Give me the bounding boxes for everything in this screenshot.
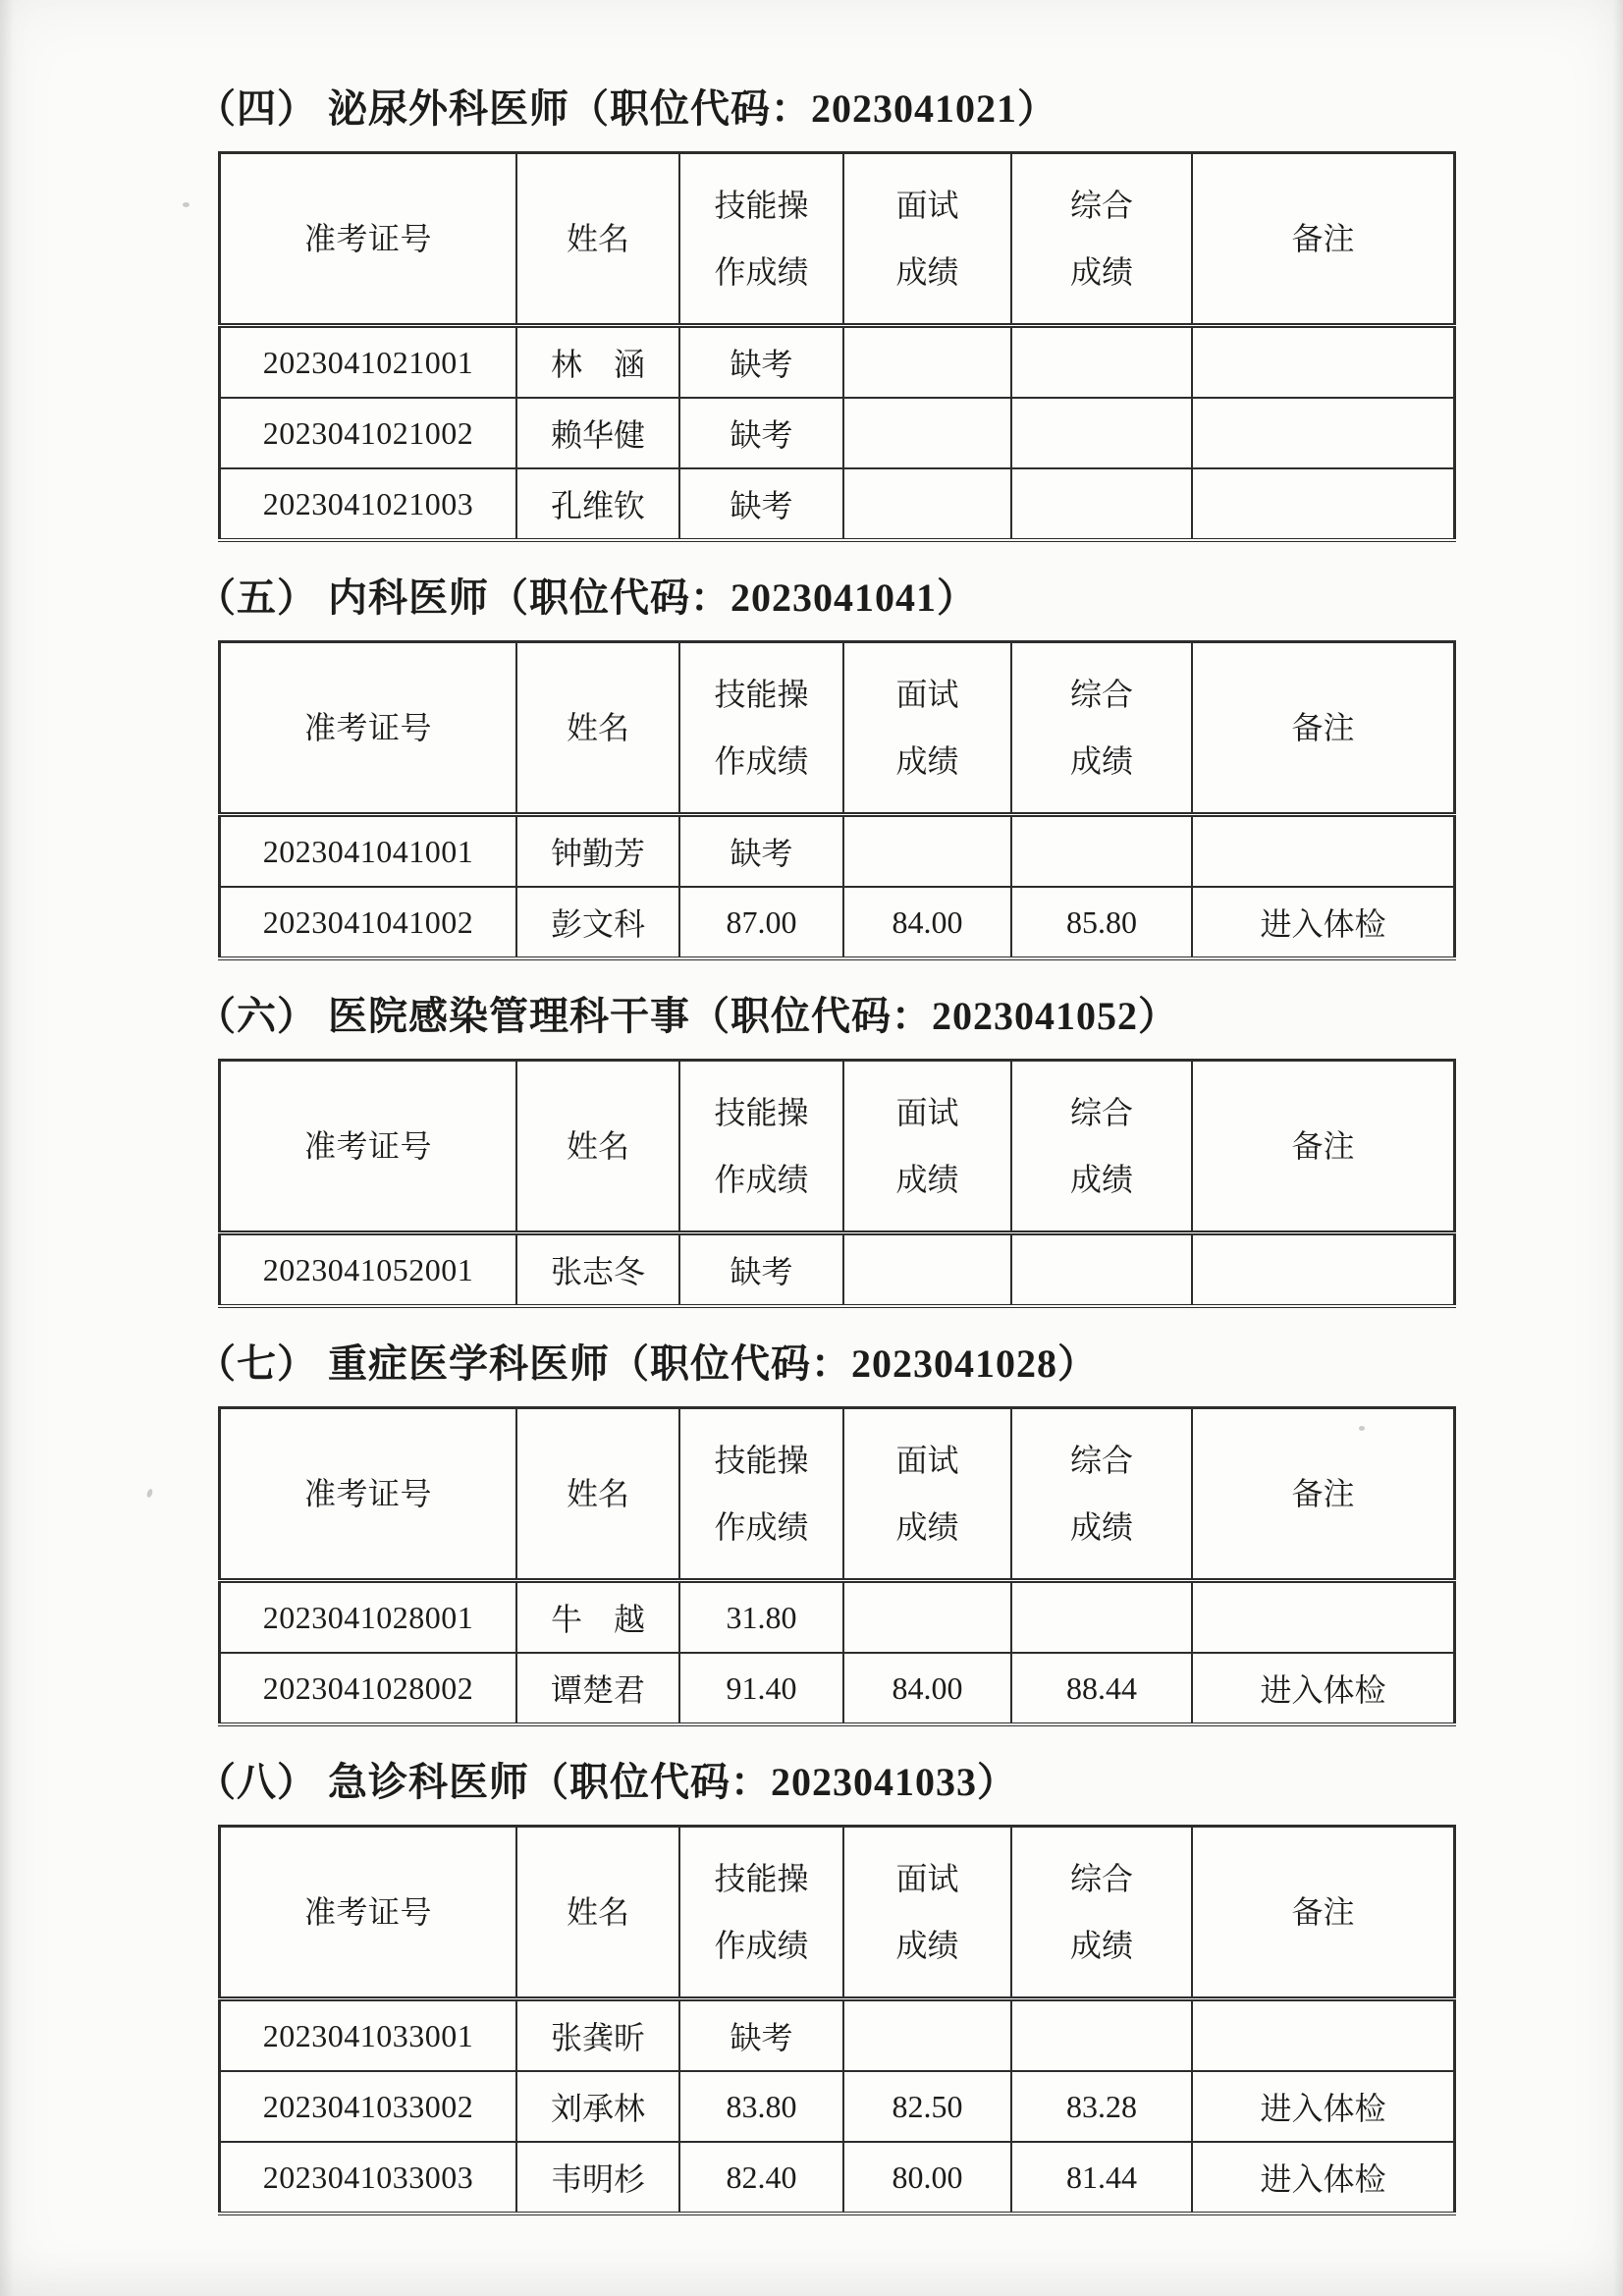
scan-speck	[1359, 1426, 1365, 1431]
column-header-text: 作成绩	[714, 1162, 809, 1197]
remark-cell	[1192, 1581, 1455, 1654]
column-header-composite-score	[1011, 642, 1192, 815]
skill-score-cell: 缺考	[679, 815, 843, 888]
column-header-text: 成绩	[1069, 1928, 1133, 1963]
column-header-text: 综合	[1069, 1095, 1133, 1130]
table-head	[220, 642, 1455, 815]
interview-score-cell	[843, 1999, 1011, 2072]
column-header-remark	[1192, 153, 1455, 326]
remark-cell: 进入体检	[1192, 887, 1455, 958]
exam-number-cell: 2023041028002	[220, 1653, 517, 1724]
column-header-text: 综合	[1069, 1443, 1133, 1478]
section-title: （八） 急诊科医师（职位代码：2023041033）	[196, 1760, 1017, 1804]
column-header-text: 备注	[1291, 1128, 1355, 1164]
column-header-text: 姓名	[566, 1894, 629, 1930]
table-row	[220, 2071, 1455, 2142]
column-header-text: 准考证号	[303, 1894, 432, 1930]
column-header-composite-score	[1011, 1061, 1192, 1233]
composite-score-cell	[1011, 1233, 1192, 1307]
name-cell: 刘承林	[516, 2071, 679, 2142]
table-header-row	[220, 1408, 1455, 1581]
skill-score-cell: 缺考	[679, 326, 843, 399]
column-header-text: 准考证号	[303, 221, 432, 256]
exam-number-cell: 2023041028001	[220, 1581, 517, 1654]
scan-edge-artifact	[1613, 0, 1623, 2296]
score-table	[218, 1406, 1456, 1726]
column-header-text: 技能操	[714, 677, 809, 712]
exam-number-cell: 2023041041002	[220, 887, 517, 958]
remark-cell	[1192, 815, 1455, 888]
column-header-text: 姓名	[566, 1128, 629, 1164]
remark-cell: 进入体检	[1192, 2142, 1455, 2214]
column-header-text: 姓名	[566, 710, 629, 745]
skill-score-cell: 缺考	[679, 398, 843, 468]
table-row	[220, 1233, 1455, 1307]
score-table	[218, 151, 1456, 542]
column-header-name	[516, 153, 679, 326]
column-header-exam-number	[220, 642, 517, 815]
column-header-text: 姓名	[566, 221, 629, 256]
interview-score-cell: 84.00	[843, 1653, 1011, 1724]
table-head	[220, 1408, 1455, 1581]
column-header-text: 准考证号	[303, 1476, 432, 1511]
column-header-text: 成绩	[895, 743, 959, 779]
remark-cell	[1192, 1999, 1455, 2072]
interview-score-cell	[843, 1581, 1011, 1654]
name-cell: 张志冬	[516, 1233, 679, 1307]
table-header-row	[220, 642, 1455, 815]
interview-score-cell: 84.00	[843, 887, 1011, 958]
table-head	[220, 1061, 1455, 1233]
column-header-exam-number	[220, 1827, 517, 1999]
remark-cell	[1192, 398, 1455, 468]
column-header-skill-score	[679, 153, 843, 326]
name-cell: 林 涵	[516, 326, 679, 399]
column-header-interview-score	[843, 642, 1011, 815]
column-header-skill-score	[679, 1061, 843, 1233]
remark-cell	[1192, 1233, 1455, 1307]
column-header-text: 备注	[1291, 1476, 1355, 1511]
scan-speck	[183, 202, 189, 207]
column-header-text: 技能操	[714, 188, 809, 223]
exam-number-cell: 2023041052001	[220, 1233, 517, 1307]
skill-score-cell: 缺考	[679, 1233, 843, 1307]
exam-number-cell: 2023041021001	[220, 326, 517, 399]
column-header-text: 综合	[1069, 677, 1133, 712]
table-head	[220, 153, 1455, 326]
name-cell: 彭文科	[516, 887, 679, 958]
composite-score-cell	[1011, 398, 1192, 468]
name-cell: 牛 越	[516, 1581, 679, 1654]
column-header-interview-score	[843, 1827, 1011, 1999]
score-table	[218, 640, 1456, 960]
column-header-remark	[1192, 1408, 1455, 1581]
table-body	[220, 326, 1455, 541]
column-header-interview-score	[843, 1408, 1011, 1581]
column-header-text: 综合	[1069, 1861, 1133, 1896]
column-header-name	[516, 642, 679, 815]
composite-score-cell: 88.44	[1011, 1653, 1192, 1724]
column-header-skill-score	[679, 1827, 843, 1999]
column-header-exam-number	[220, 1408, 517, 1581]
section-title: （七） 重症医学科医师（职位代码：2023041028）	[196, 1341, 1098, 1386]
column-header-text: 技能操	[714, 1861, 809, 1896]
interview-score-cell	[843, 398, 1011, 468]
table-row	[220, 1999, 1455, 2072]
composite-score-cell	[1011, 468, 1192, 540]
composite-score-cell: 81.44	[1011, 2142, 1192, 2214]
column-header-text: 姓名	[566, 1476, 629, 1511]
column-header-name	[516, 1408, 679, 1581]
exam-number-cell: 2023041033001	[220, 1999, 517, 2072]
column-header-name	[516, 1061, 679, 1233]
column-header-text: 备注	[1291, 221, 1355, 256]
composite-score-cell	[1011, 326, 1192, 399]
table-row	[220, 887, 1455, 958]
composite-score-cell	[1011, 1999, 1192, 2072]
composite-score-cell: 83.28	[1011, 2071, 1192, 2142]
column-header-exam-number	[220, 153, 517, 326]
interview-score-cell: 82.50	[843, 2071, 1011, 2142]
column-header-text: 面试	[895, 1095, 959, 1130]
name-cell: 韦明杉	[516, 2142, 679, 2214]
column-header-remark	[1192, 1061, 1455, 1233]
column-header-text: 成绩	[1069, 254, 1133, 290]
column-header-text: 成绩	[895, 1162, 959, 1197]
interview-score-cell	[843, 326, 1011, 399]
interview-score-cell	[843, 1233, 1011, 1307]
column-header-text: 作成绩	[714, 254, 809, 290]
column-header-text: 准考证号	[303, 1128, 432, 1164]
column-header-text: 成绩	[1069, 1162, 1133, 1197]
result-section	[196, 990, 1440, 1308]
column-header-text: 成绩	[1069, 1509, 1133, 1545]
column-header-composite-score	[1011, 153, 1192, 326]
scan-edge-artifact	[0, 0, 14, 2296]
column-header-text: 技能操	[714, 1443, 809, 1478]
table-row	[220, 326, 1455, 399]
column-header-text: 备注	[1291, 1894, 1355, 1930]
column-header-text: 备注	[1291, 710, 1355, 745]
column-header-text: 面试	[895, 188, 959, 223]
interview-score-cell	[843, 468, 1011, 540]
column-header-text: 综合	[1069, 188, 1133, 223]
skill-score-cell: 91.40	[679, 1653, 843, 1724]
section-title: （五） 内科医师（职位代码：2023041041）	[196, 575, 977, 620]
skill-score-cell: 87.00	[679, 887, 843, 958]
interview-score-cell: 80.00	[843, 2142, 1011, 2214]
column-header-text: 准考证号	[303, 710, 432, 745]
column-header-text: 成绩	[895, 1509, 959, 1545]
interview-score-cell	[843, 815, 1011, 888]
result-section	[196, 1338, 1440, 1726]
section-title: （六） 医院感染管理科干事（职位代码：2023041052）	[196, 994, 1178, 1038]
column-header-composite-score	[1011, 1408, 1192, 1581]
exam-number-cell: 2023041021002	[220, 398, 517, 468]
table-row	[220, 1581, 1455, 1654]
table-row	[220, 1653, 1455, 1724]
column-header-skill-score	[679, 1408, 843, 1581]
column-header-text: 面试	[895, 677, 959, 712]
remark-cell: 进入体检	[1192, 1653, 1455, 1724]
table-body	[220, 815, 1455, 959]
skill-score-cell: 83.80	[679, 2071, 843, 2142]
table-header-row	[220, 1061, 1455, 1233]
column-header-composite-score	[1011, 1827, 1192, 1999]
column-header-remark	[1192, 1827, 1455, 1999]
remark-cell	[1192, 468, 1455, 540]
composite-score-cell	[1011, 1581, 1192, 1654]
table-header-row	[220, 153, 1455, 326]
column-header-skill-score	[679, 642, 843, 815]
section-title: （四） 泌尿外科医师（职位代码：2023041021）	[196, 86, 1057, 131]
score-table	[218, 1825, 1456, 2215]
column-header-text: 面试	[895, 1443, 959, 1478]
column-header-text: 成绩	[895, 1928, 959, 1963]
exam-number-cell: 2023041033003	[220, 2142, 517, 2214]
column-header-text: 技能操	[714, 1095, 809, 1130]
table-body	[220, 1999, 1455, 2214]
name-cell: 张龚昕	[516, 1999, 679, 2072]
result-section	[196, 82, 1440, 542]
skill-score-cell: 82.40	[679, 2142, 843, 2214]
table-body	[220, 1581, 1455, 1725]
composite-score-cell: 85.80	[1011, 887, 1192, 958]
column-header-interview-score	[843, 153, 1011, 326]
column-header-exam-number	[220, 1061, 517, 1233]
table-body	[220, 1233, 1455, 1307]
score-table	[218, 1059, 1456, 1308]
column-header-text: 作成绩	[714, 1928, 809, 1963]
skill-score-cell: 缺考	[679, 1999, 843, 2072]
exam-number-cell: 2023041033002	[220, 2071, 517, 2142]
skill-score-cell: 31.80	[679, 1581, 843, 1654]
remark-cell	[1192, 326, 1455, 399]
name-cell: 谭楚君	[516, 1653, 679, 1724]
exam-number-cell: 2023041041001	[220, 815, 517, 888]
table-head	[220, 1827, 1455, 1999]
exam-number-cell: 2023041021003	[220, 468, 517, 540]
result-section	[196, 1756, 1440, 2215]
table-row	[220, 815, 1455, 888]
name-cell: 钟勤芳	[516, 815, 679, 888]
column-header-text: 成绩	[1069, 743, 1133, 779]
column-header-remark	[1192, 642, 1455, 815]
table-row	[220, 398, 1455, 468]
column-header-text: 作成绩	[714, 743, 809, 779]
column-header-text: 成绩	[895, 254, 959, 290]
column-header-text: 作成绩	[714, 1509, 809, 1545]
column-header-interview-score	[843, 1061, 1011, 1233]
table-row	[220, 468, 1455, 540]
skill-score-cell: 缺考	[679, 468, 843, 540]
remark-cell: 进入体检	[1192, 2071, 1455, 2142]
column-header-name	[516, 1827, 679, 1999]
name-cell: 赖华健	[516, 398, 679, 468]
table-row	[220, 2142, 1455, 2214]
column-header-text: 面试	[895, 1861, 959, 1896]
table-header-row	[220, 1827, 1455, 1999]
name-cell: 孔维钦	[516, 468, 679, 540]
composite-score-cell	[1011, 815, 1192, 888]
result-section	[196, 572, 1440, 960]
